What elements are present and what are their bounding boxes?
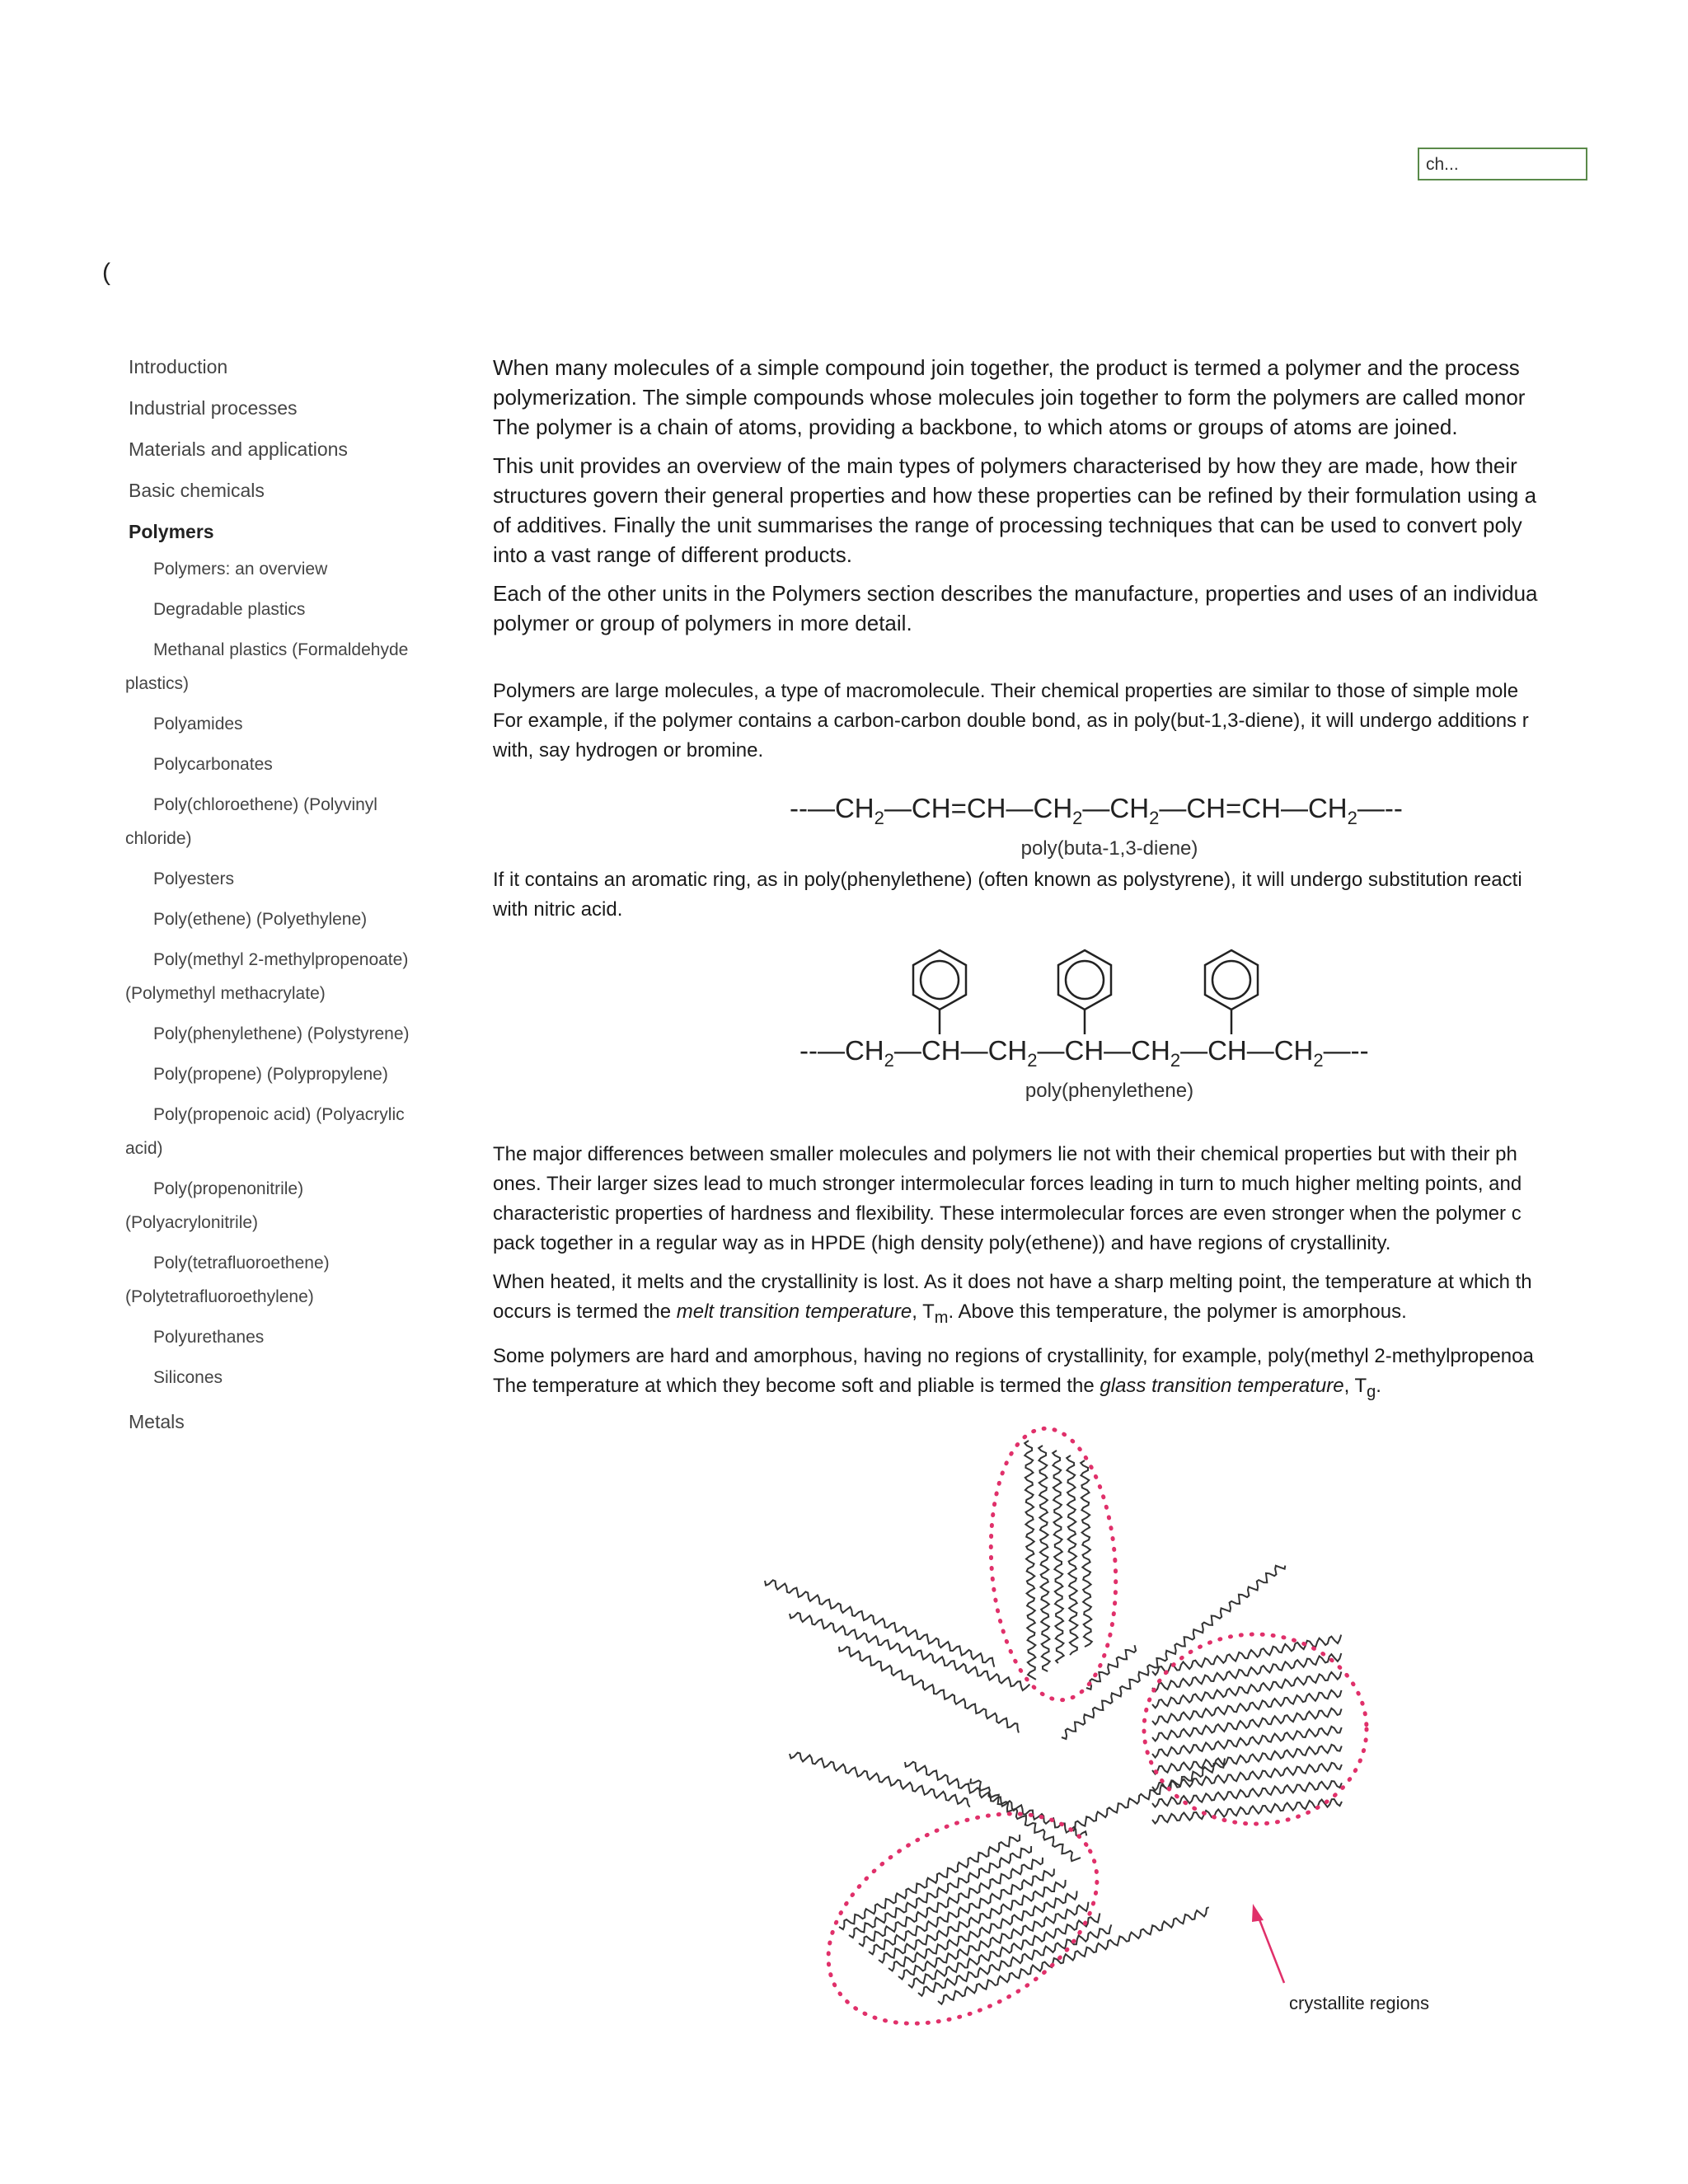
polymer-chain [1152, 1690, 1342, 1724]
polymer-chain [1152, 1634, 1341, 1675]
sidebar-subitem-polystyrene[interactable]: Poly(phenylethene) (Polystyrene) [153, 1024, 410, 1043]
sidebar-subitem-overview[interactable]: Polymers: an overview [153, 560, 328, 579]
polymer-chain [1152, 1671, 1341, 1708]
polymer-chain [1039, 1446, 1050, 1671]
search-input[interactable]: ch... [1418, 148, 1587, 180]
glass-paragraph: Some polymers are hard and amorphous, having no regions of crystallinity, for example, poly(methyl 2-methylpropenoa The temperature at which they become soft and pliable is termed the glass transition temperature, $T_g$. [493, 1344, 1534, 1401]
crystallite-region-outline [1144, 1634, 1367, 1824]
sidebar-subitem-polyesters[interactable]: Polyesters [153, 869, 235, 888]
polymer-chain [790, 1612, 1029, 1690]
polystyrene-label: poly(phenylethene) [1025, 1080, 1194, 1102]
sidebar-item-polymers[interactable]: Polymers [129, 521, 214, 542]
polymer-chain [1053, 1451, 1064, 1663]
overview-paragraph: This unit provides an overview of the main types of polymers characterised by how they are made, how their structures govern their general properties and how these properties can be refined by their formulation using a of additives. Finally the unit summarises the range of processing techniques that can be used to convert poly into a vast range of different products. [493, 453, 1537, 567]
sidebar-subitem-polyamides[interactable]: Polyamides [153, 715, 243, 733]
units-paragraph: Each of the other units in the Polymers section describes the manufacture, properties and uses of an individua polymer or group of polymers in more detail. [493, 581, 1538, 635]
polymer-chain [1025, 1441, 1036, 1680]
polymer-chain [790, 1752, 970, 1807]
svg-text:--—CH2—CH—CH2—CH—CH2—CH—CH2—--: $--—CH_2—CH—CH_2—CH—CH_2—CH—CH_2—--$ [799, 1035, 1369, 1071]
svg-text:--—CH2—CH=CH—CH2—CH2—CH=CH—CH2: $--—CH_2—CH=CH—CH_2—CH_2—CH=CH—CH_2—--$ [790, 793, 1403, 828]
sidebar-subitem-pmma[interactable]: Poly(methyl 2-methylpropenoate) (Polymethyl methacrylate) [125, 950, 409, 1003]
main-content [493, 353, 1610, 2059]
polymer-chain [970, 1779, 1081, 1861]
physical-properties-paragraph: The major differences between smaller molecules and polymers lie not with their chemical properties but with their ph ones. Their larger sizes lead to much stronger intermolecular forces leading in turn to much higher melting points, and characteristic properties of hardness and flexibility. These intermolecular forces are even stronger when the polymer c pack together in a regular way as in HPDE (high density poly(ethene)) and have regions of crystallinity. [493, 1143, 1522, 1254]
polymer-chain [1067, 1455, 1077, 1655]
sidebar-item-introduction[interactable]: Introduction [129, 356, 228, 377]
sidebar-subitem-degradable[interactable]: Degradable plastics [153, 600, 306, 619]
sidebar-subitem-polypropylene[interactable]: Poly(propene) (Polypropylene) [153, 1065, 388, 1084]
melt-paragraph: When heated, it melts and the crystallinity is lost. As it does not have a sharp melting point, the temperature at which th occurs is termed the melt transition temperature, $T_m$. Above this temperature, the polymer is amorphous. [493, 1271, 1532, 1327]
crystallite-region-outline [793, 1770, 1132, 2058]
polymer-chain [1081, 1460, 1092, 1647]
polymer-chain [1086, 1645, 1136, 1690]
polybutadiene-structure-figure [493, 775, 1610, 865]
polystyrene-structure-figure [493, 934, 1610, 1140]
polymer-chain [839, 1647, 1019, 1733]
polymer-chain [1152, 1708, 1342, 1741]
aromatic-paragraph: If it contains an aromatic ring, as in poly(phenylethene) (often known as polystyrene), it will undergo substitution reacti with nitric acid. [493, 869, 1522, 921]
sidebar-subitem-polycarbonates[interactable]: Polycarbonates [153, 755, 273, 774]
sidebar-subitem-polyethylene[interactable]: Poly(ethene) (Polyethylene) [153, 910, 368, 929]
macromolecule-paragraph: Polymers are large molecules, a type of macromolecule. Their chemical properties are similar to those of simple mole For example, if the polymer contains a carbon-carbon double bond, as in poly(but-1,3-diene), it will undergo additions r with, say hydrogen or bromine. [493, 680, 1529, 762]
sidebar-subitem-polyacrylonitrile[interactable]: Poly(propenonitrile) (Polyacrylonitrile) [125, 1179, 304, 1232]
sidebar-subitem-ptfe[interactable]: Poly(tetrafluoroethene) (Polytetrafluoroethylene) [125, 1254, 330, 1306]
polymer-chain [765, 1580, 994, 1666]
polymer-chain [839, 1835, 1020, 1929]
polymer-chain [1062, 1565, 1285, 1738]
crystallite-regions-figure [493, 1416, 1610, 2059]
sidebar-subitem-polyacrylic-acid[interactable]: Poly(propenoic acid) (Polyacrylic acid) [125, 1105, 405, 1158]
sidebar-subitem-polyurethanes[interactable]: Polyurethanes [153, 1328, 265, 1347]
polymer-chain [849, 1846, 1031, 1938]
polybutadiene-label: poly(buta-1,3-diene) [1020, 837, 1198, 860]
polymer-chain [905, 1761, 1086, 1836]
sidebar-item-metals[interactable]: Metals [129, 1411, 185, 1432]
crystallite-regions-label: crystallite regions [1289, 1992, 1429, 2013]
sidebar-item-industrial-processes[interactable]: Industrial processes [129, 397, 298, 419]
polymer-chain [1070, 1758, 1225, 1830]
sidebar-subitem-methanal[interactable]: Methanal plastics (Formaldehyde plastics) [125, 640, 409, 693]
sidebar-subitem-pvc[interactable]: Poly(chloroethene) (Polyvinyl chloride) [125, 795, 377, 848]
sidebar-item-basic-chemicals[interactable]: Basic chemicals [129, 480, 265, 501]
sidebar-subitem-silicones[interactable]: Silicones [153, 1368, 223, 1387]
intro-paragraph: When many molecules of a simple compound join together, the product is termed a polymer and the process polymerization. The simple compounds whose molecules join together to form the polymers are called monor The polymer is a chain of atoms, providing a backbone, to which atoms or groups of atoms are joined. [493, 355, 1526, 439]
page-title-fragment: ( [102, 259, 110, 286]
sidebar-item-materials-applications[interactable]: Materials and applications [129, 438, 348, 460]
sidebar-nav [125, 346, 422, 1442]
